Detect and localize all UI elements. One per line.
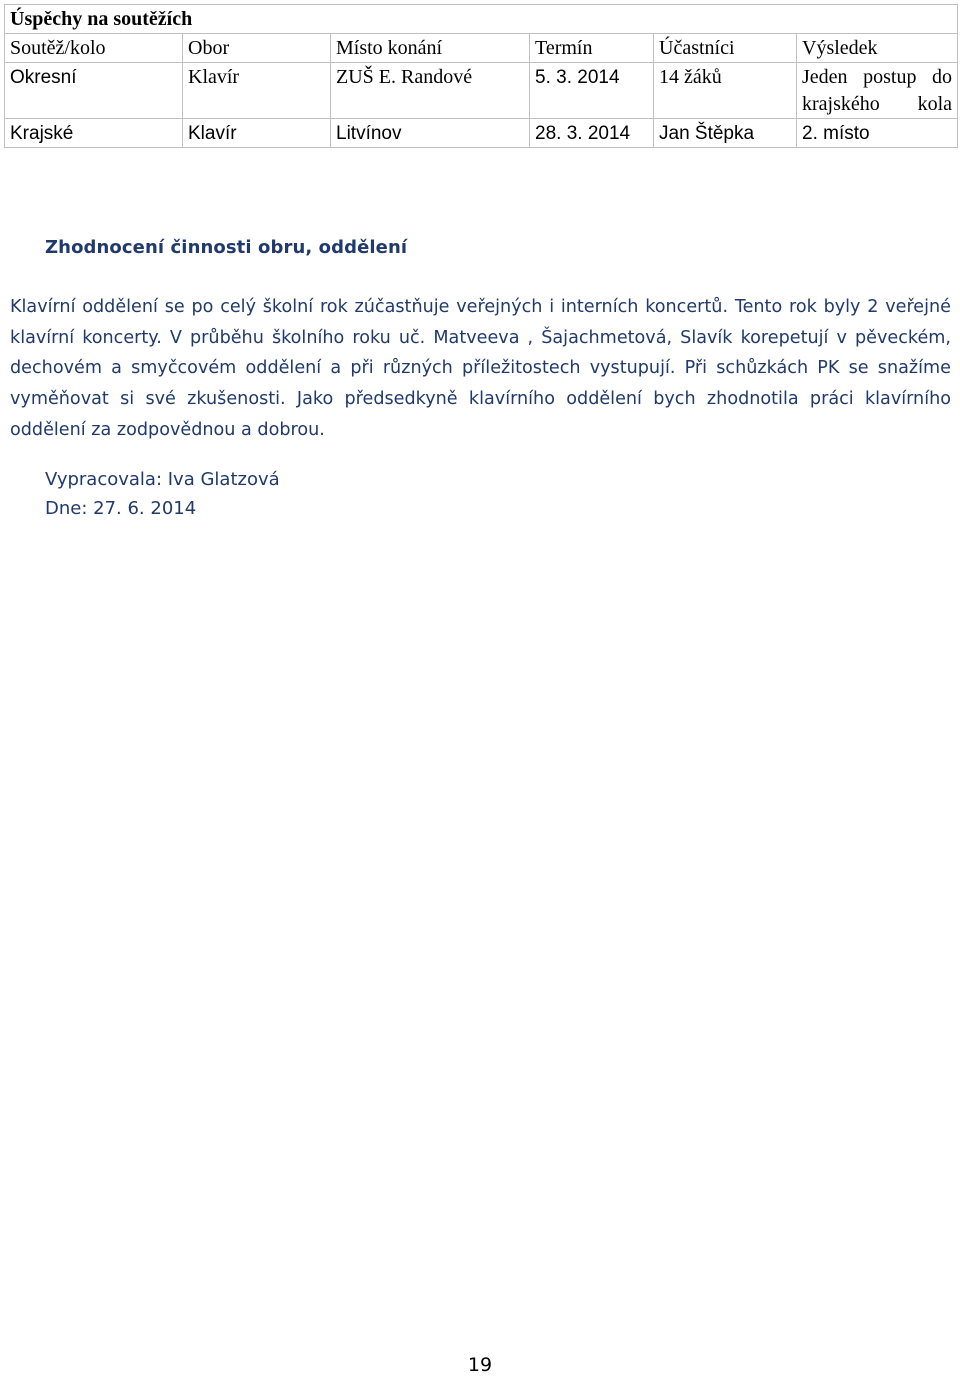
header-cell: Obor bbox=[183, 34, 331, 63]
table-cell: 5. 3. 2014 bbox=[530, 63, 654, 119]
date-line: Dne: 27. 6. 2014 bbox=[45, 498, 197, 519]
header-cell: Účastníci bbox=[654, 34, 797, 63]
signoff-block bbox=[45, 465, 280, 523]
table-cell: Klavír bbox=[183, 63, 331, 119]
evaluation-paragraph: Klavírní oddělení se po celý školní rok zúčastňuje veřejných i interních koncertů. Tento rok byly 2 veřejné klavírní koncerty. V průběhu školního roku uč. Matveeva , Šajachmetová, Slavík korepetují v pěveckém, dechovém a smyčcovém oddělení a při různých příležitostech vystupují. Při schůzkách PK se snažíme vyměňovat si své zkušenosti. Jako předsedkyně klavírního oddělení bych zhodnotila práci klavírního oddělení za zodpovědnou a dobrou. bbox=[10, 297, 951, 440]
evaluation-heading: Zhodnocení činnosti obru, oddělení bbox=[45, 237, 408, 258]
table-title: Úspěchy na soutěžích bbox=[5, 5, 958, 34]
table-cell: ZUŠ E. Randové bbox=[331, 63, 530, 119]
table-cell: 14 žáků bbox=[654, 63, 797, 119]
table-cell: Jeden postup do krajského kola bbox=[797, 63, 958, 119]
header-cell: Termín bbox=[530, 34, 654, 63]
table-cell: Jan Štěpka bbox=[654, 119, 797, 148]
table-header-row bbox=[5, 34, 958, 63]
table-cell: Litvínov bbox=[331, 119, 530, 148]
author-line: Vypracovala: Iva Glatzová bbox=[45, 469, 280, 490]
table-row bbox=[5, 63, 958, 119]
table-cell: Klavír bbox=[183, 119, 331, 148]
header-cell: Místo konání bbox=[331, 34, 530, 63]
table-cell: 2. místo bbox=[797, 119, 958, 148]
table-cell: Okresní bbox=[5, 63, 183, 119]
header-cell: Výsledek bbox=[797, 34, 958, 63]
table-cell: 28. 3. 2014 bbox=[530, 119, 654, 148]
table-cell: Krajské bbox=[5, 119, 183, 148]
header-cell: Soutěž/kolo bbox=[5, 34, 183, 63]
table-title-row bbox=[5, 5, 958, 34]
results-table bbox=[4, 4, 958, 148]
table-row bbox=[5, 119, 958, 148]
page-number: 19 bbox=[467, 1354, 493, 1376]
